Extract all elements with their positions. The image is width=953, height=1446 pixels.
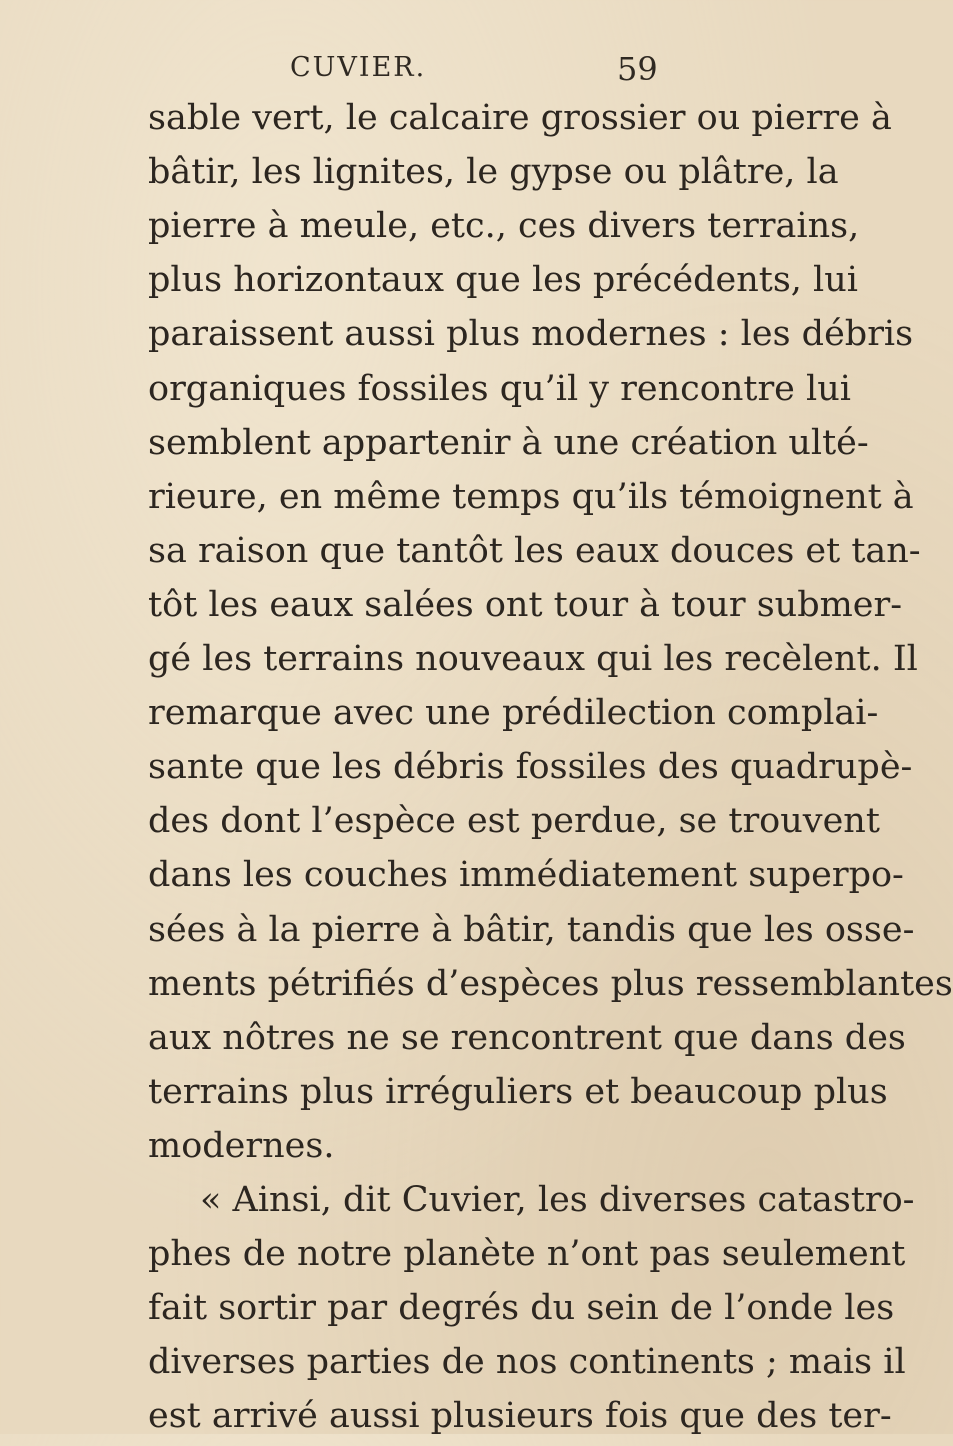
text-line: semblent appartenir à une création ulté-	[148, 423, 869, 463]
text-line: paraissent aussi plus modernes : les débris	[148, 314, 914, 354]
running-head	[0, 52, 801, 92]
text-line: bâtir, les lignites, le gypse ou plâtre, la	[148, 152, 839, 192]
text-line: gé les terrains nouveaux qui les recèlent. Il	[148, 639, 918, 679]
text-line: sa raison que tantôt les eaux douces et tan-	[148, 531, 921, 571]
text-line: rieure, en même temps qu’ils témoignent à	[148, 477, 914, 517]
text-line: fait sortir par degrés du sein de l’onde les	[148, 1288, 895, 1328]
text-line: pierre à meule, etc., ces divers terrains,	[148, 206, 860, 246]
text-line: remarque avec une prédilection complai-	[148, 693, 879, 733]
text-line: modernes.	[148, 1126, 335, 1166]
text-line: est arrivé aussi plusieurs fois que des ter-	[148, 1396, 892, 1436]
text-line: ments pétrifiés d’espèces plus ressemblantes	[148, 964, 953, 1004]
text-line: sable vert, le calcaire grossier ou pierre à	[148, 98, 892, 138]
page-number: 59	[617, 50, 658, 88]
text-line: organiques fossiles qu’il y rencontre lui	[148, 369, 851, 409]
text-line: terrains plus irréguliers et beaucoup plus	[148, 1072, 888, 1112]
text-line: dans les couches immédiatement superpo-	[148, 855, 904, 895]
text-line: aux nôtres ne se rencontrent que dans des	[148, 1018, 906, 1058]
text-line: « Ainsi, dit Cuvier, les diverses catastro-	[200, 1180, 915, 1220]
text-line: plus horizontaux que les précédents, lui	[148, 260, 858, 300]
running-title: CUVIER.	[290, 52, 427, 83]
text-line: sante que les débris fossiles des quadrupè-	[148, 747, 913, 787]
text-line: tôt les eaux salées ont tour à tour submer-	[148, 585, 903, 625]
text-line: sées à la pierre à bâtir, tandis que les osse-	[148, 910, 915, 950]
text-line: des dont l’espèce est perdue, se trouvent	[148, 801, 880, 841]
text-line: phes de notre planète n’ont pas seulement	[148, 1234, 906, 1274]
text-line: diverses parties de nos continents ; mais il	[148, 1342, 906, 1382]
